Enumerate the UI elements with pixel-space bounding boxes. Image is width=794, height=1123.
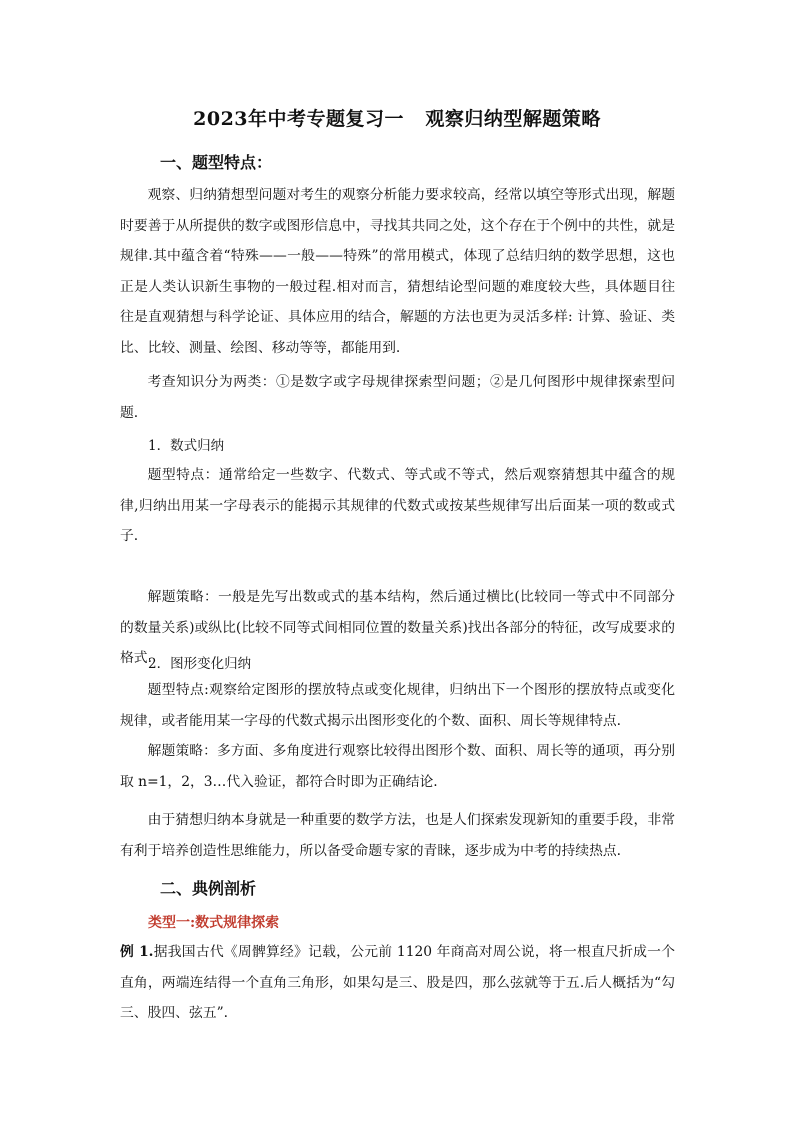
intro-paragraph: 观察、归纳猜想型问题对考生的观察分析能力要求较高，经常以填空等形式出现，解题时要善于从所提供的数字或图形信息中，寻找其共同之处，这个存在于个例中的共性，就是规律.其中蕴含着“特殊——一般——特殊”的常用模式，体现了总结归纳的数学思想，这也正是人类认识新生事物的一般过程.相对而言，猜想结论型问题的难度较大些，具体题目往往是直观猜想与科学论证、具体应用的结合，解题的方法也更为灵活多样: 计算、验证、类比、比较、测量、绘图、移动等等，都能用到. — [120, 187, 675, 356]
sub2-features-paragraph: 题型特点:观察给定图形的摆放特点或变化规律，归纳出下一个图形的摆放特点或变化规律，或者能用某一字母的代数式揭示出图形变化的个数、面积、周长等规律特点. — [120, 682, 675, 729]
categories-paragraph: 考查知识分为两类：①是数字或字母规律探索型问题；②是几何图形中规律探索型问题. — [120, 374, 675, 421]
section-heading-question-features: 一、题型特点： — [160, 153, 273, 172]
document-title: 2023年中考专题复习一 观察归纳型解题策略 — [193, 108, 601, 130]
summary-paragraph: 由于猜想归纳本身就是一种重要的数学方法，也是人们探索发现新知的重要手段，非常有利于培养创造性思维能力，所以备受命题专家的青睐，逐步成为中考的持续热点. — [120, 812, 675, 859]
subheading-number-expression-induction: 1．数式归纳 — [148, 438, 225, 454]
section-heading-example-analysis: 二、典例剖析 — [160, 879, 257, 898]
sub1-strategy-paragraph: 解题策略：一般是先写出数或式的基本结构，然后通过横比(比较同一等式中不同部分的数量关系)或纵比(比较不同等式间相同位置的数量关系)找出各部分的特征，改写成要求的格式. — [120, 589, 675, 666]
type-one-heading: 类型一:数式规律探索 — [148, 915, 280, 931]
sub1-features-paragraph: 题型特点：通常给定一些数字、代数式、等式或不等式，然后观察猜想其中蕴含的规律,归纳出用某一字母表示的能揭示其规律的代数式或按某些规律写出后面某一项的数或式子. — [120, 467, 675, 544]
subheading-figure-change-induction: 2．图形变化归纳 — [148, 656, 252, 672]
sub2-strategy-paragraph: 解题策略：多方面、多角度进行观察比较得出图形个数、面积、周长等的通项，再分别取 n=1，2，3…代入验证，都符合时即为正确结论. — [120, 743, 675, 790]
example-1-label: 例 1. — [120, 944, 154, 960]
example-1-text: 据我国古代《周髀算经》记载，公元前 1120 年商高对周公说，将一根直尺折成一个直角，两端连结得一个直角三角形，如果勾是三、股是四，那么弦就等于五.后人概括为“勾三、股四、弦五”. — [120, 944, 675, 1021]
example-1-paragraph — [120, 937, 675, 1029]
